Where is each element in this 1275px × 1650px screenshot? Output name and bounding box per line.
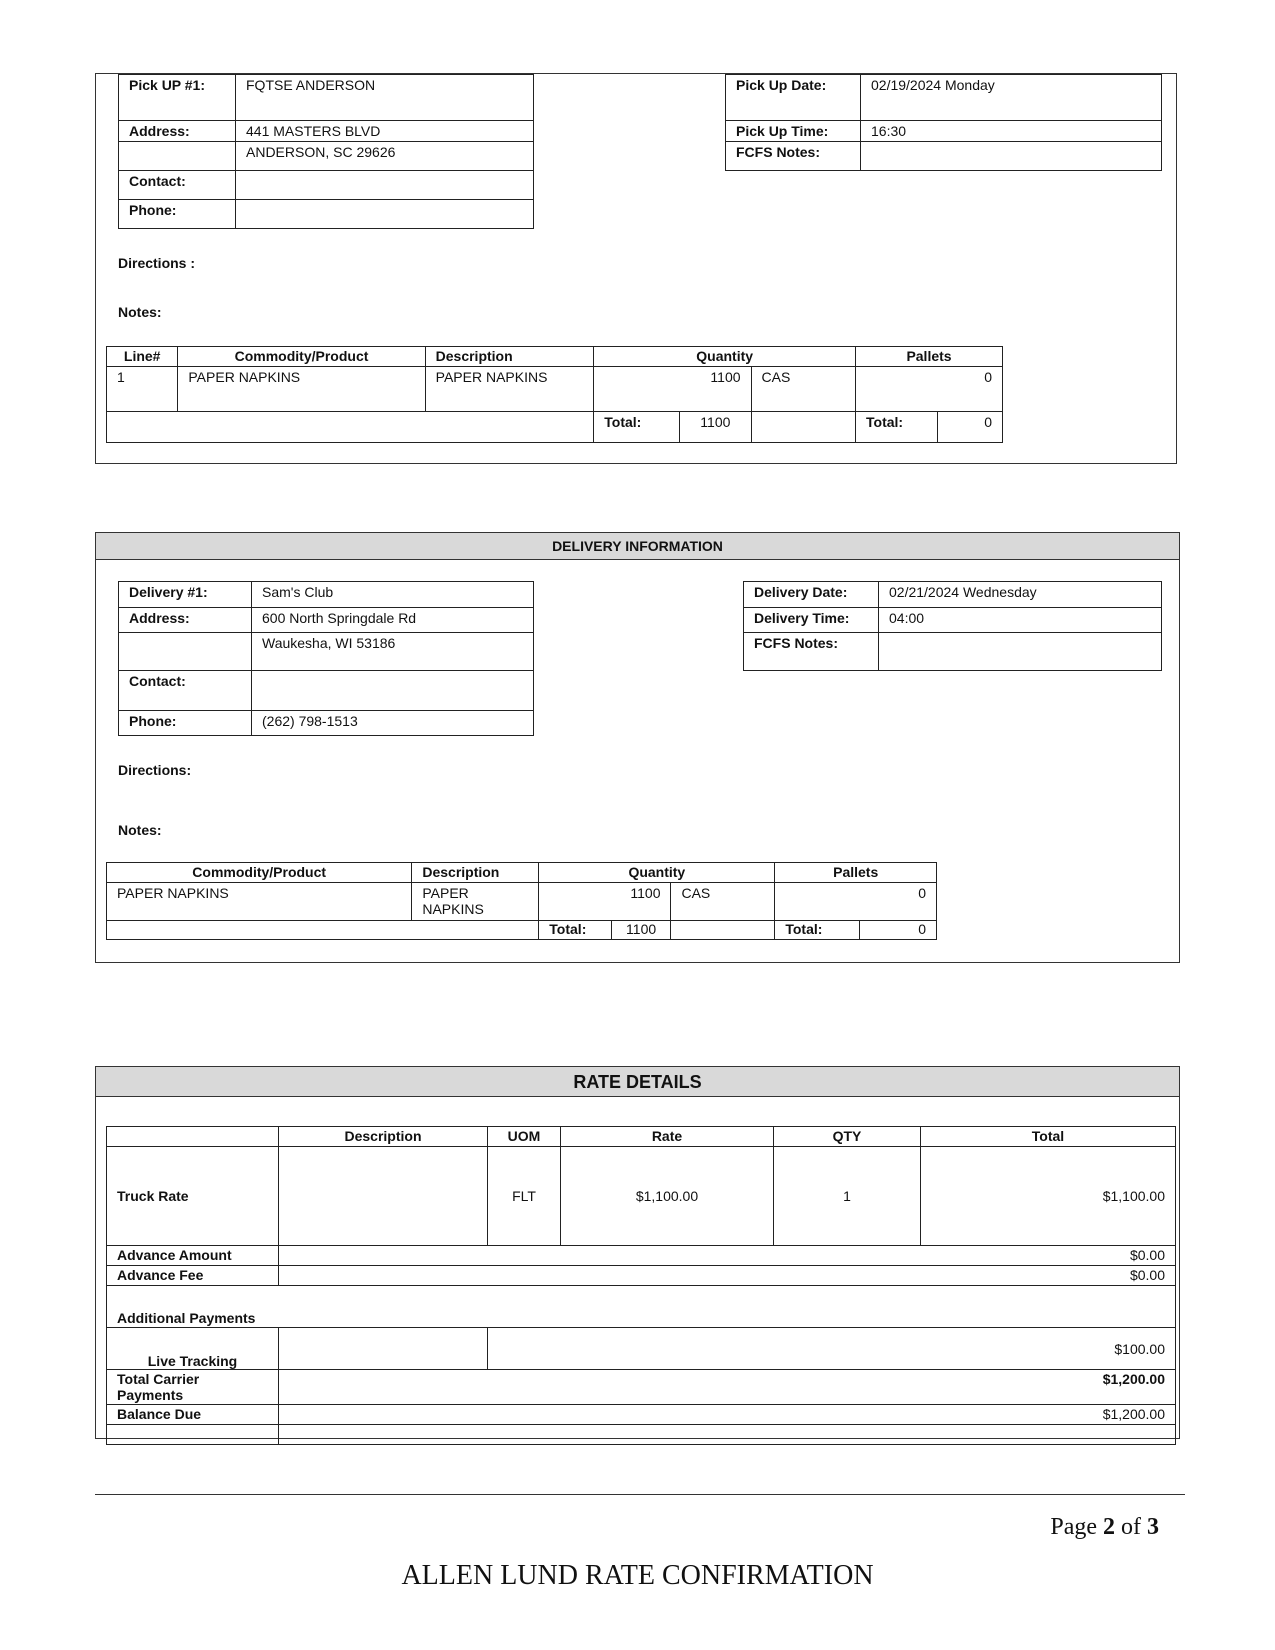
total-carrier-payments-value: $1,200.00 [279, 1370, 1176, 1405]
pickup-header-pallets: Pallets [856, 347, 1003, 367]
table-row [107, 1147, 1176, 1246]
delivery-total-pallets: 0 [860, 921, 937, 940]
delivery-time-label: Delivery Time: [744, 608, 879, 633]
pickup-row-pallets: 0 [856, 367, 1003, 412]
truck-rate-rate: $1,100.00 [561, 1147, 774, 1246]
delivery-address-line2: Waukesha, WI 53186 [252, 633, 534, 671]
pickup-notes-label: Notes: [118, 304, 162, 320]
balance-due-label: Balance Due [107, 1405, 279, 1425]
delivery-address-label: Address: [119, 608, 252, 633]
pickup-header-quantity: Quantity [594, 347, 856, 367]
rate-header-description: Description [279, 1127, 488, 1147]
truck-rate-total: $1,100.00 [921, 1147, 1176, 1246]
delivery-section-title: DELIVERY INFORMATION [96, 533, 1179, 560]
pickup-fcfs-label: FCFS Notes: [726, 142, 861, 171]
pickup-total-label: Total: [594, 412, 680, 443]
live-tracking-label: Live Tracking [107, 1328, 279, 1370]
delivery-row-qty: 1100 [539, 883, 671, 921]
advance-amount-value: $0.00 [279, 1246, 1176, 1266]
pickup-name: FQTSE ANDERSON [236, 75, 534, 121]
rate-header-uom: UOM [488, 1127, 561, 1147]
pickup-date-label: Pick Up Date: [726, 75, 861, 121]
advance-amount-label: Advance Amount [107, 1246, 279, 1266]
pickup-total-pallets: 0 [937, 412, 1002, 443]
pickup-header-commodity: Commodity/Product [178, 347, 425, 367]
rate-header-total: Total [921, 1127, 1176, 1147]
delivery-address-line1: 600 North Springdale Rd [252, 608, 534, 633]
delivery-contact [252, 671, 534, 711]
table-row [107, 883, 937, 921]
balance-due-value: $1,200.00 [279, 1405, 1176, 1425]
delivery-phone: (262) 798-1513 [252, 711, 534, 736]
pickup-phone-label: Phone: [119, 200, 236, 229]
additional-payments-label: Additional Payments [107, 1286, 1176, 1328]
pickup-info-table [118, 74, 534, 229]
delivery-header-pallets: Pallets [775, 863, 937, 883]
truck-rate-label: Truck Rate [107, 1147, 279, 1246]
delivery-row-description: PAPER NAPKINS [412, 883, 539, 921]
pickup-header-description: Description [425, 347, 594, 367]
pickup-address-label: Address: [119, 121, 236, 142]
page-prefix: Page [1050, 1514, 1103, 1540]
delivery-number-label: Delivery #1: [119, 582, 252, 608]
rate-header-rate: Rate [561, 1127, 774, 1147]
pickup-number-label: Pick UP #1: [119, 75, 236, 121]
pickup-row-line: 1 [107, 367, 178, 412]
pickup-address-line2: ANDERSON, SC 29626 [236, 142, 534, 171]
delivery-total-qty: 1100 [611, 921, 671, 940]
delivery-schedule-table [743, 581, 1162, 671]
delivery-row-pallets: 0 [775, 883, 937, 921]
pickup-pallets-total-label: Total: [856, 412, 938, 443]
truck-rate-qty: 1 [774, 1147, 921, 1246]
delivery-notes-label: Notes: [118, 822, 162, 838]
pickup-date: 02/19/2024 Monday [861, 75, 1162, 121]
pickup-time: 16:30 [861, 121, 1162, 142]
delivery-total-label: Total: [539, 921, 611, 940]
delivery-contact-label: Contact: [119, 671, 252, 711]
delivery-name: Sam's Club [252, 582, 534, 608]
pickup-header-line: Line# [107, 347, 178, 367]
delivery-directions-label: Directions: [118, 762, 192, 778]
rate-header-qty: QTY [774, 1127, 921, 1147]
page-of: of [1115, 1514, 1147, 1540]
pickup-contact [236, 171, 534, 200]
pickup-row-description: PAPER NAPKINS [425, 367, 594, 412]
pickup-time-label: Pick Up Time: [726, 121, 861, 142]
delivery-row-unit: CAS [671, 883, 775, 921]
delivery-fcfs [879, 633, 1162, 671]
pickup-directions-label: Directions : [118, 255, 196, 271]
delivery-pallets-total-label: Total: [775, 921, 860, 940]
delivery-date-label: Delivery Date: [744, 582, 879, 608]
pickup-total-qty: 1100 [680, 412, 751, 443]
pickup-phone [236, 200, 534, 229]
rate-details-title: RATE DETAILS [96, 1067, 1179, 1097]
delivery-date: 02/21/2024 Wednesday [879, 582, 1162, 608]
truck-rate-uom: FLT [488, 1147, 561, 1246]
pickup-fcfs [861, 142, 1162, 171]
delivery-time: 04:00 [879, 608, 1162, 633]
delivery-header-quantity: Quantity [539, 863, 775, 883]
delivery-header-description: Description [412, 863, 539, 883]
pickup-address-line1: 441 MASTERS BLVD [236, 121, 534, 142]
delivery-row-commodity: PAPER NAPKINS [107, 883, 412, 921]
delivery-fcfs-label: FCFS Notes: [744, 633, 879, 671]
delivery-phone-label: Phone: [119, 711, 252, 736]
page-current: 2 [1103, 1514, 1115, 1540]
page-number [1050, 1514, 1159, 1541]
pickup-row-qty: 1100 [594, 367, 751, 412]
footer-divider [95, 1494, 1185, 1495]
live-tracking-value: $100.00 [488, 1328, 1176, 1370]
delivery-info-table [118, 581, 534, 736]
advance-fee-label: Advance Fee [107, 1266, 279, 1286]
page-total: 3 [1147, 1514, 1159, 1540]
document-title: ALLEN LUND RATE CONFIRMATION [401, 1560, 874, 1591]
pickup-schedule-table [725, 74, 1162, 171]
pickup-contact-label: Contact: [119, 171, 236, 200]
total-carrier-payments-label: Total Carrier Payments [107, 1370, 279, 1405]
pickup-row-unit: CAS [751, 367, 855, 412]
delivery-commodity-table [106, 862, 937, 940]
pickup-row-commodity: PAPER NAPKINS [178, 367, 425, 412]
advance-fee-value: $0.00 [279, 1266, 1176, 1286]
delivery-header-commodity: Commodity/Product [107, 863, 412, 883]
table-row [107, 367, 1003, 412]
pickup-commodity-table [106, 346, 1003, 443]
rate-details-table [106, 1126, 1176, 1445]
